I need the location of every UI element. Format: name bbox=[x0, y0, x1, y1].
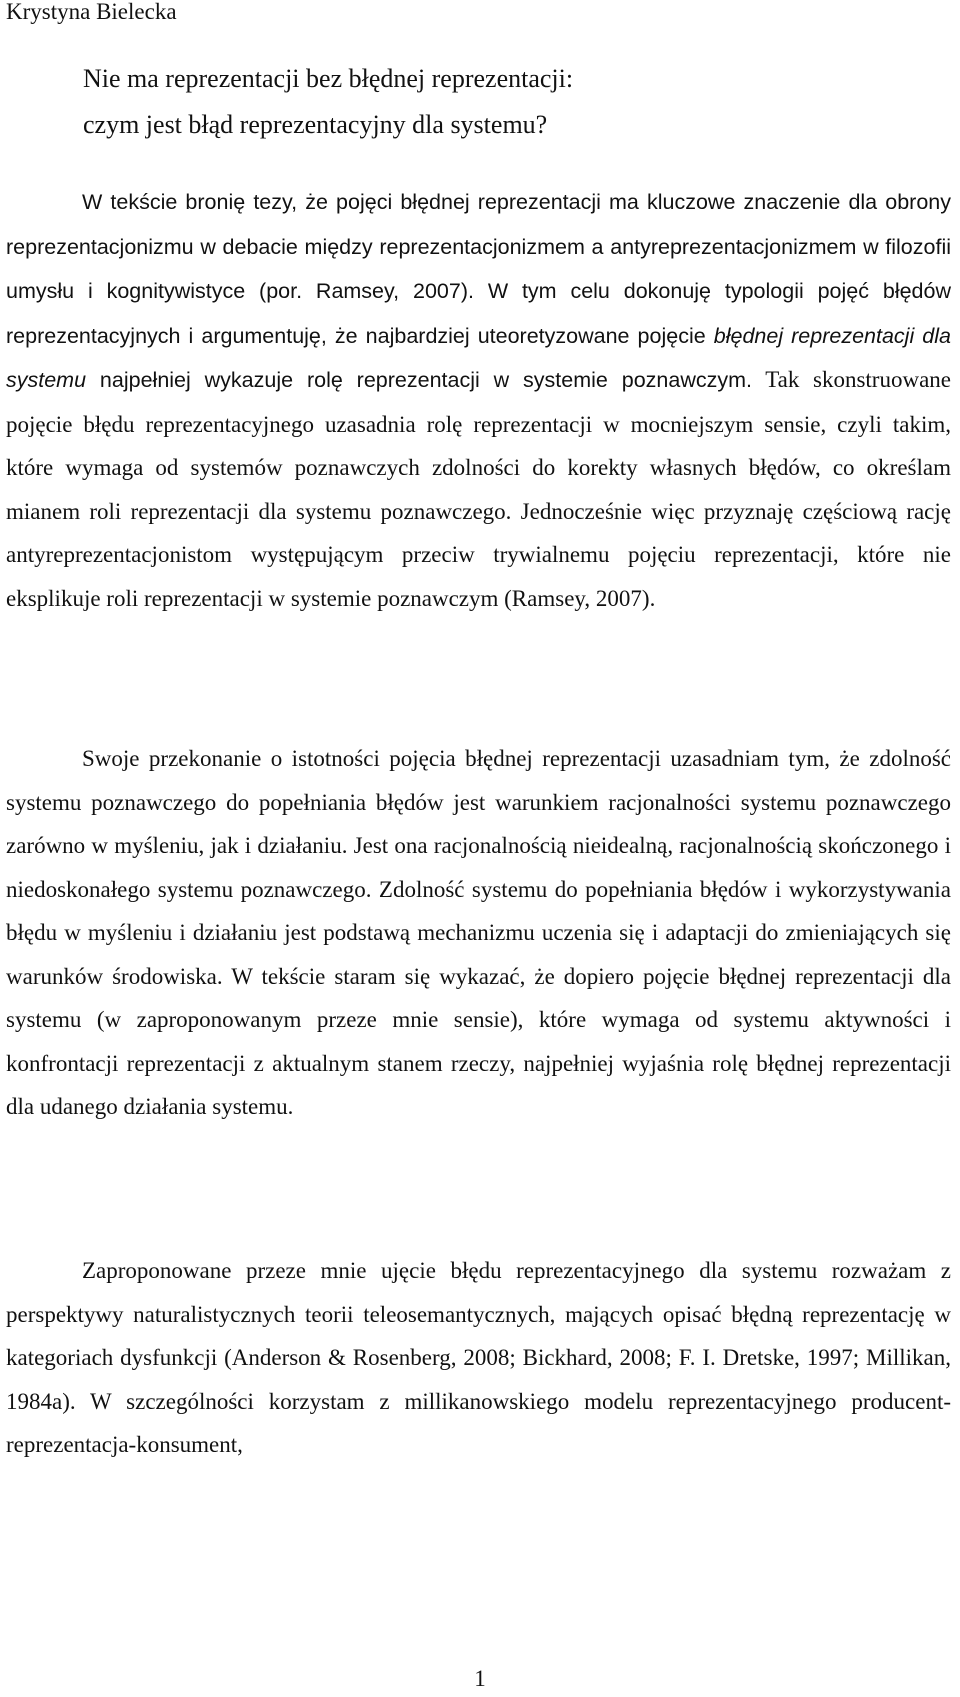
paragraph-3 bbox=[6, 1249, 951, 1467]
author-name: Krystyna Bielecka bbox=[6, 0, 177, 24]
document-title bbox=[83, 56, 943, 148]
title-line: czym jest błąd reprezentacyjny dla systemu? bbox=[83, 110, 548, 139]
paragraph-text: Zaproponowane przeze mnie ujęcie błędu reprezentacyjnego dla systemu rozważam z perspektywy naturalistycznych teorii teleosemantycznych, mających opisać błędną reprezentację w kategoriach dysfunkcji (Anderson & Rosenberg, 2008; Bickhard, 2008; F. I. Dretske, 1997; Millikan, 1984a). W szczególności korzystam z millikanowskiego modelu reprezentacyjnego producent-reprezentacja-konsument, bbox=[6, 1258, 951, 1457]
page-number: 1 bbox=[474, 1666, 486, 1691]
title-line: Nie ma reprezentacji bez błędnej reprezentacji: bbox=[83, 64, 574, 93]
paragraph-text: Tak skonstruowane pojęcie błędu reprezentacyjnego uzasadnia rolę reprezentacji w mocniejszym sensie, czyli takim, które wymaga od systemów poznawczych zdolności do korekty własnych błędów, co określam mianem roli reprezentacji dla systemu poznawczego. Jednocześnie więc przyznaję częściową rację antyreprezentacjonistom występującym przeciw trywialnemu pojęciu reprezentacji, które nie eksplikuje roli reprezentacji w systemie poznawczym (Ramsey, 2007). bbox=[6, 367, 951, 611]
paragraph-2 bbox=[6, 737, 951, 1129]
paragraph-text: Swoje przekonanie o istotności pojęcia błędnej reprezentacji uzasadniam tym, że zdolność systemu poznawczego do popełniania błędów jest warunkiem racjonalności systemu poznawczego zarówno w myśleniu, jak i działaniu. Jest ona racjonalnością nieidealną, racjonalnością skończonego i niedoskonałego systemu poznawczego. Zdolność systemu do popełniania błędów i wykorzystywania błędu w myśleniu i działaniu jest podstawą mechanizmu uczenia się i adaptacji do zmieniających się warunków środowiska. W tekście staram się wykazać, że dopiero pojęcie błędnej reprezentacji dla systemu (w zaproponowanym przeze mnie sensie), które wymaga od systemu aktywności i konfrontacji reprezentacji z aktualnym stanem rzeczy, najpełniej wyjaśnia rolę błędnej reprezentacji dla udanego działania systemu. bbox=[6, 746, 951, 1119]
paragraph-text-sans: najpełniej wykazuje rolę reprezentacji w systemie poznawczym. bbox=[86, 368, 752, 392]
emphasis-text: błędnej reprezentacji dla systemu bbox=[6, 323, 951, 392]
paragraph-1 bbox=[6, 180, 951, 620]
paragraph-text-sans: W tekście bronię tezy, że pojęci błędnej reprezentacji ma kluczowe znaczenie dla obrony reprezentacjonizmu w debacie między reprezentacjonizmem a antyreprezentacjonizmem w filozofii umysłu i kognitywistyce (por. Ramsey, 2007). W tym celu dokonuję typologii pojęć błędów reprezentacyjnych i argumentuję, że najbardziej uteoretyzowane pojęcie bbox=[6, 190, 951, 348]
